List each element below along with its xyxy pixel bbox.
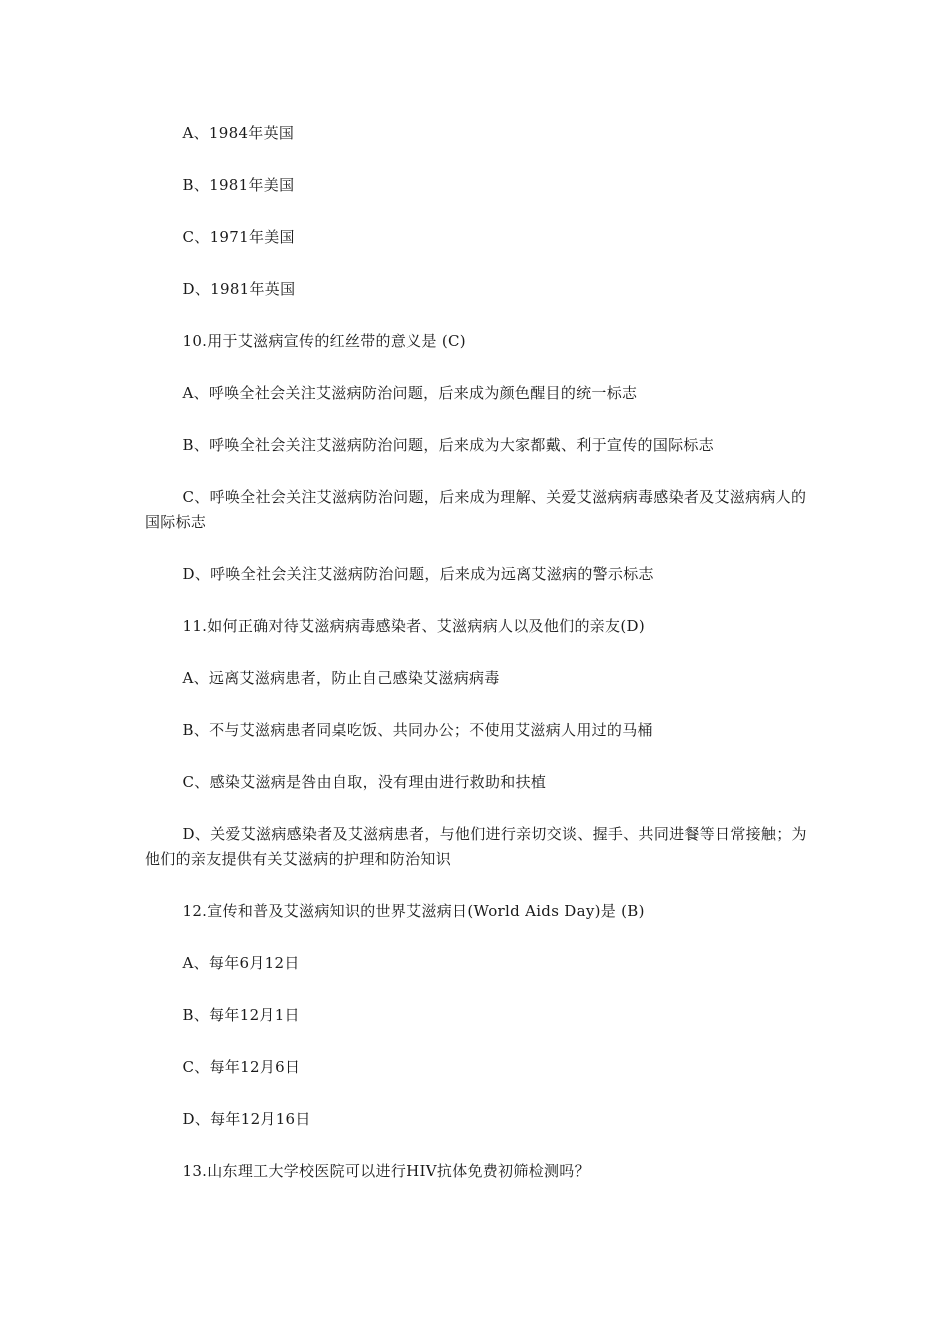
option-line: D、1981年英国 xyxy=(182,280,296,298)
option-line: B、不与艾滋病患者同桌吃饭、共同办公；不使用艾滋病人用过的马桶 xyxy=(182,721,653,739)
option-line: C、呼唤全社会关注艾滋病防治问题，后来成为理解、关爱艾滋病病毒感染者及艾滋病病人的国际标志 xyxy=(145,488,807,531)
question-line: 12.宣传和普及艾滋病知识的世界艾滋病日(World Aids Day)是 (B) xyxy=(182,902,645,920)
option-line: B、1981年美国 xyxy=(182,176,295,194)
option-line: A、每年6月12日 xyxy=(182,954,300,972)
question-line: 10.用于艾滋病宣传的红丝带的意义是 (C) xyxy=(182,332,466,350)
option-line: A、呼唤全社会关注艾滋病防治问题，后来成为颜色醒目的统一标志 xyxy=(182,384,638,402)
option-line: D、呼唤全社会关注艾滋病防治问题，后来成为远离艾滋病的警示标志 xyxy=(182,565,654,583)
option-line: C、1971年美国 xyxy=(182,228,295,246)
option-line: A、远离艾滋病患者，防止自己感染艾滋病病毒 xyxy=(182,669,500,687)
option-line: C、感染艾滋病是咎由自取，没有理由进行救助和扶植 xyxy=(182,773,547,791)
document-body xyxy=(145,121,810,1211)
option-line: D、每年12月16日 xyxy=(182,1110,311,1128)
option-line: B、每年12月1日 xyxy=(182,1006,300,1024)
option-line: C、每年12月6日 xyxy=(182,1058,301,1076)
question-line: 11.如何正确对待艾滋病病毒感染者、艾滋病病人以及他们的亲友(D) xyxy=(182,617,645,635)
question-line: 13.山东理工大学校医院可以进行HIV抗体免费初筛检测吗？ xyxy=(182,1162,590,1180)
option-line: B、呼唤全社会关注艾滋病防治问题，后来成为大家都戴、利于宣传的国际标志 xyxy=(182,436,715,454)
option-line: D、关爱艾滋病感染者及艾滋病患者，与他们进行亲切交谈、握手、共同进餐等日常接触；为他们的亲友提供有关艾滋病的护理和防治知识 xyxy=(145,825,807,868)
option-line: A、1984年英国 xyxy=(182,124,295,142)
